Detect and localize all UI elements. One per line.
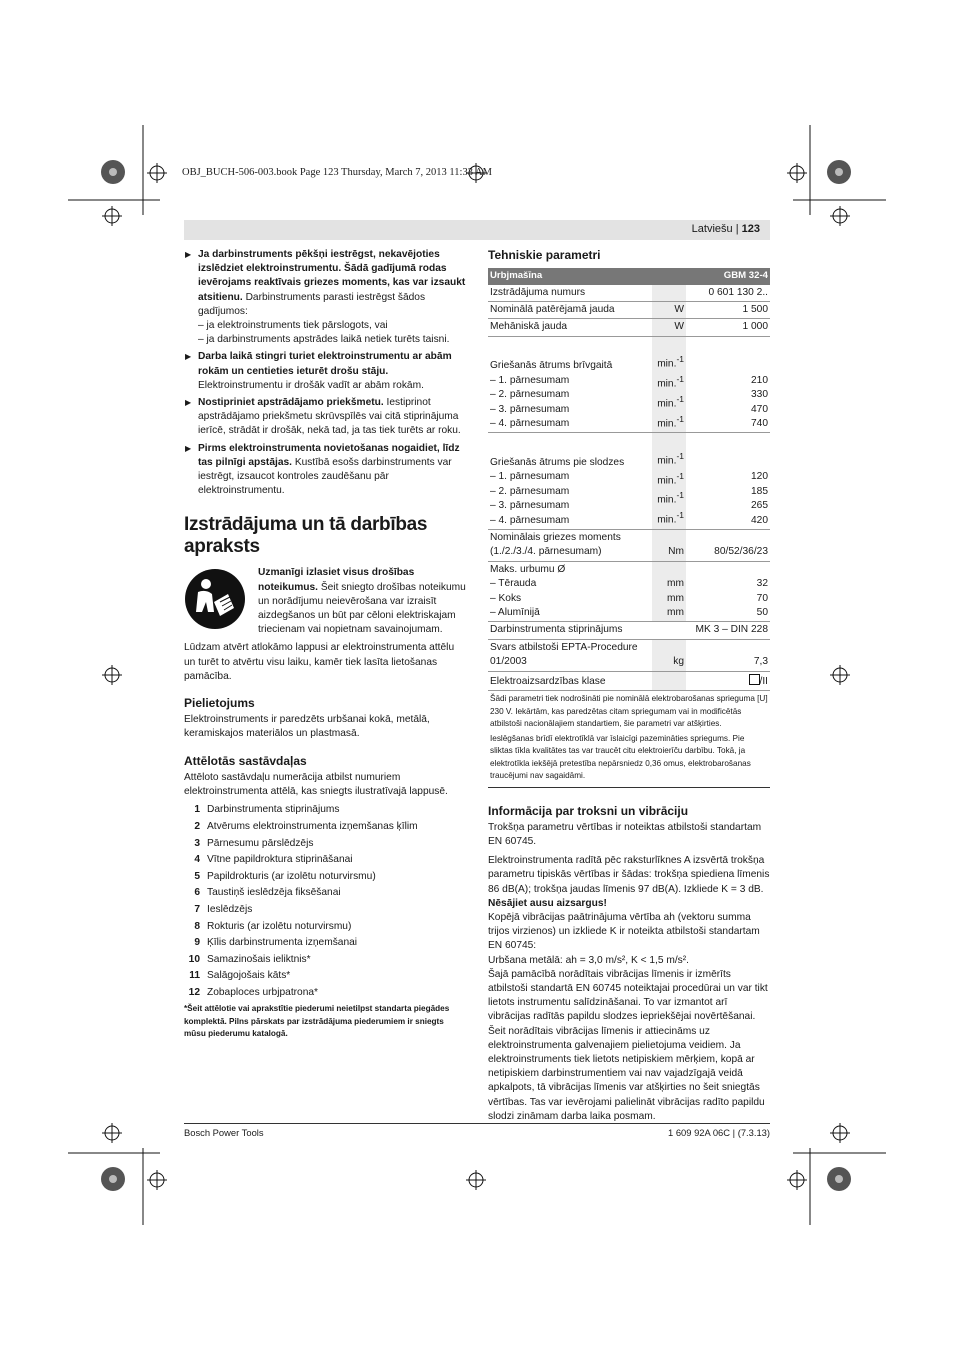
safety-bullet: ▶ Nostipriniet apstrādājamo priekšmetu. Iestiprinot apstrādājamo priekšmetu skrūvspīlēs vai citā stiprinājuma ierīcē, strādāt ir drošāk, nekā tad, ja tas tiek turēts ar roku. — [185, 397, 461, 437]
read-instructions-warning: Uzmanīgi izlasiet visus drošības noteikumus. Šeit sniegto drošības noteikumu un norādījumu neievērošana var izraisīt aizdegšanos un būt par cēloni elektriskajam triecienam vai nopietnam savainojumam. — [184, 566, 466, 637]
fold-page-note: Lūdzam atvērt atlokāmo lappusi ar elektroinstrumenta attēlu un turēt to atvērtu visu laiku, kamēr tiek lasīta lietošanas pamācība. — [184, 642, 455, 682]
spec-table — [488, 268, 770, 691]
table-row: Maks. urbumu Ø – Tērauda – Koks – Alumīnijā mm mm mm 32 70 50 — [488, 561, 770, 622]
table-row: Darbinstrumenta stiprinājums MK 3 – DIN 228 — [488, 622, 770, 639]
footer-docnum: 1 609 92A 06C | (7.3.13) — [668, 1127, 770, 1138]
list-item: 10 Samazinošais ieliktnis* — [188, 953, 311, 965]
table-row: Griešanās ātrums pie slodzes – 1. pārnesumam – 2. pārnesumam – 3. pārnesumam – 4. pārnesumam min.$^{-1}$ min.$^{-1}$ min.$^{-1}$ min.$^{-1}$ 120 185 265 420 — [488, 433, 770, 530]
section-title: Izstrādājuma un tā darbības apraksts — [184, 514, 428, 558]
header-language: Latviešu — [691, 223, 733, 235]
list-item: 12 Zobaploces urbjpatrona* — [188, 987, 319, 999]
table-row: Elektroaizsardzības klase /II — [488, 671, 770, 690]
list-item: 2 Atvērums elektroinstrumenta izņemšanas ķīlim — [194, 821, 418, 833]
spec-notes: Šādi parametri tiek nodrošināti pie nominālā elektrobarošanas sprieguma [U] 230 V. Iekārtām, kas paredzētas citam spriegumam vai in modificētās atbilstoši nacionālajiem standartiem, šie parametri var atšķirties. Ieslēgšanas brīdī elektrotīklā var īslaicīgi pazemināties spriegums. Pie sliktas tīkla kvalitātes tas var traucēt citu elektroierīču darbību. Tokā, ja elektrotīkla iekšējā pretestība nepārsniedz 0,36 omus, elektrobarošanas traucējumi nav sagaidāmi. — [488, 691, 770, 788]
protection-class-icon — [749, 674, 760, 685]
page-header-bar: Latviešu | 123 — [184, 220, 770, 240]
list-item: 4 Vītne papildroktura stiprināšanai — [194, 854, 353, 866]
file-header: OBJ_BUCH-506-003.book Page 123 Thursday, March 7, 2013 11:33 AM — [182, 167, 492, 178]
list-item: 3 Pārnesumu pārslēdzējs — [194, 837, 314, 849]
table-header: Urbjmašīna GBM 32-4 — [488, 268, 770, 284]
parts-heading: Attēlotās sastāvdaļas — [184, 753, 307, 768]
table-row: Izstrādājuma numurs 0 601 130 2.. — [488, 285, 770, 302]
table-row: Nominālā patērējamā jauda W 1 500 — [488, 302, 770, 319]
bullet-arrow-icon: ▶ — [185, 250, 192, 259]
parts-intro: Attēloto sastāvdaļu numerācija atbilst numuriem elektroinstrumenta attēlā, kas sniegts ilustratīvajā lappusē. — [184, 771, 448, 798]
list-item: 9 Ķīlis darbinstrumenta izņemšanai — [194, 937, 358, 949]
use-text: Elektroinstruments ir paredzēts urbšanai kokā, metālā, keramiskajos materiālos un plastmasā. — [184, 714, 430, 740]
bullet-arrow-icon: ▶ — [185, 398, 192, 408]
list-item: 6 Taustiņš ieslēdzēja fiksēšanai — [194, 887, 341, 899]
parts-list — [184, 802, 466, 1001]
table-row: Svars atbilstoši EPTA-Procedure 01/2003 kg 7,3 — [488, 639, 770, 671]
list-item: 5 Papildrokturis (ar izolētu noturvirsmu) — [194, 870, 376, 882]
safety-bullet: ▶ Pirms elektroinstrumenta novietošanas nogaidiet, līdz tas pilnīgi apstājas. Kustībā esošs darbinstruments var iestrēgt, izsaucot kontroles zaudēšanu pār elektroinstrumentu. — [185, 442, 460, 497]
use-heading: Pielietojums — [184, 696, 255, 711]
list-item: 1 Darbinstrumenta stiprinājums — [194, 804, 340, 816]
left-column — [184, 248, 466, 1041]
accessory-note: *Šeit attēlotie vai aprakstītie piederumi neietilpst standarta piegādes komplektā. Pilns pārskats par izstrādājuma piederumiem ir sniegts mūsu piederumu katalogā. — [184, 1004, 450, 1039]
list-item: 7 Ieslēdzējs — [194, 904, 253, 916]
table-row: Mehāniskā jauda W 1 000 — [488, 319, 770, 336]
right-column: Tehniskie parametri Urbjmašīna GBM 32-4 Izstrādājuma numurs 0 601 130 2.. Nominālā patērējamā jauda W 1 500 Mehāniskā jauda W 1 000 Griešanās ātrums brīvgaitā – 1. pārnesumam – 2. pārnesumam – 3. pārnesumam – 4. pārnesumam min.$^{-1}$ min.$^{-1}$ min.$^{-1}$ min.$^{-1}$ 210 330 470 740 Griešanās ātrums pie slodzes – 1. pārnesumam – 2. pārnesumam – 3. pārnesumam – 4. pārnesumam min.$^{-1}$ min.$^{-1}$ min.$^{-1}$ min.$^{-1}$ 120 185 265 420 Nominālais griezes moments (1./2./3./4. pārnesumam) Nm 80/52/36/23 Maks. urbumu Ø – Tērauda – Koks – Alumīnijā mm mm mm 32 70 50 Darbinstrumenta stiprinājums MK 3 – DIN 228 Svars atbilstoši EPTA-Procedure 01/2003 kg 7,3 Elektroaizsardzības klase /II Šādi parametri tiek nodrošināti pie nominālā elektrobarošanas sprieguma [U] 230 V. Iekārtām, kas paredzētas citam spriegumam vai in modificētās atbilstoši nacionālajiem standartiem, šie parametri var atšķirties. Ieslēgšanas brīdī elektrotīklā var īslaicīgi pazemināties spriegums. Pie sliktas tīkla kvalitātes tas var traucēt citu elektroierīču darbību. Tokā, ja elektrotīkla iekšējā pretestība nepārsniedz 0,36 omus, elektrobarošanas traucējumi nav sagaidāmi. Informācija par troksni un vibrāciju Trokšņa parametru vērtības ir noteiktas atbilstoši standartam EN 60745. Elektroinstrumenta radītā pēc raksturlīknes A izsvērtā trokšņa parametru tipiskās vērtības ir šādas: trokšņa spiediena līmenis 86 dB(A); trokšņa jaudas līmenis 97 dB(A). Izkliede K = 3 dB. Nēsājiet ausu aizsargus! Kopējā vibrācijas paātrinājuma vērtība ah (vektoru summa trijos virzienos) un izkliede K ir noteikta atbilstoši standartam EN 60745: Urbšana metālā: ah = 3,0 m/s², K < 1,5 m/s². Šajā pamācībā norādītais vibrācijas līmenis ir izmērīts atbilstoši standartā EN 60745 noteiktajai procedūrai un var tikt lietots instrumentu salīdzināšanai. To var izmantot arī vibrācijas radītās papildu slodzes iepriekšējai novērtēšanai. Šeit norādītais vibrācijas līmenis ir attiecināms uz elektroinstrumenta galvenajiem pielietojuma veidiem. Ja elektroinstruments tiek lietots netipiskiem mērķiem, kopā ar netipiskiem darbinstrumentiem vai nav vajadzīgajā veidā apkalpots, tā vibrācijas līmenis var atšķirties no šeit sniegtās vērtības. Tas var ievērojami palielināt vibrācijas radīto papildu slodzi zināmam darba laika posmam. — [488, 248, 770, 1122]
page-footer — [184, 1123, 770, 1138]
bullet-arrow-icon: ▶ — [185, 352, 192, 362]
noise-heading: Informācija par troksni un vibrāciju — [488, 803, 689, 818]
list-item: 8 Rokturis (ar izolētu noturvirsmu) — [194, 920, 352, 932]
safety-bullet: ▶ Darba laikā stingri turiet elektroinstrumentu ar abām rokām un centieties ieturēt drošu stāju. Elektroinstrumentu ir drošāk vadīt ar abām rokām. — [185, 351, 452, 391]
footer-brand: Bosch Power Tools — [184, 1127, 264, 1138]
list-item: 11 Salāgojošais kāts* — [189, 970, 291, 982]
table-row: Griešanās ātrums brīvgaitā – 1. pārnesumam – 2. pārnesumam – 3. pārnesumam – 4. pārnesumam min.$^{-1}$ min.$^{-1}$ min.$^{-1}$ min.$^{-1}$ 210 330 470 740 — [488, 336, 770, 433]
safety-bullet: ▶ Ja darbinstruments pēkšņi iestrēgst, nekavējoties izslēdziet elektroinstrumentu. Šādā gadījumā rodas ievērojams reaktīvais griezes moments, kas var izsaukt atsitienu. Darbinstruments parasti iestrēgst šādos gadījumos: – ja elektroinstruments tiek pārslogots, vai – ja darbinstruments apstrādes laikā netiek turēts taisni. — [185, 249, 466, 346]
read-manual-icon — [184, 568, 246, 630]
bullet-arrow-icon: ▶ — [185, 443, 192, 453]
tech-heading: Tehniskie parametri — [488, 248, 601, 262]
page-number: 123 — [741, 223, 760, 235]
table-row: Nominālais griezes moments (1./2./3./4. pārnesumam) Nm 80/52/36/23 — [488, 530, 770, 562]
